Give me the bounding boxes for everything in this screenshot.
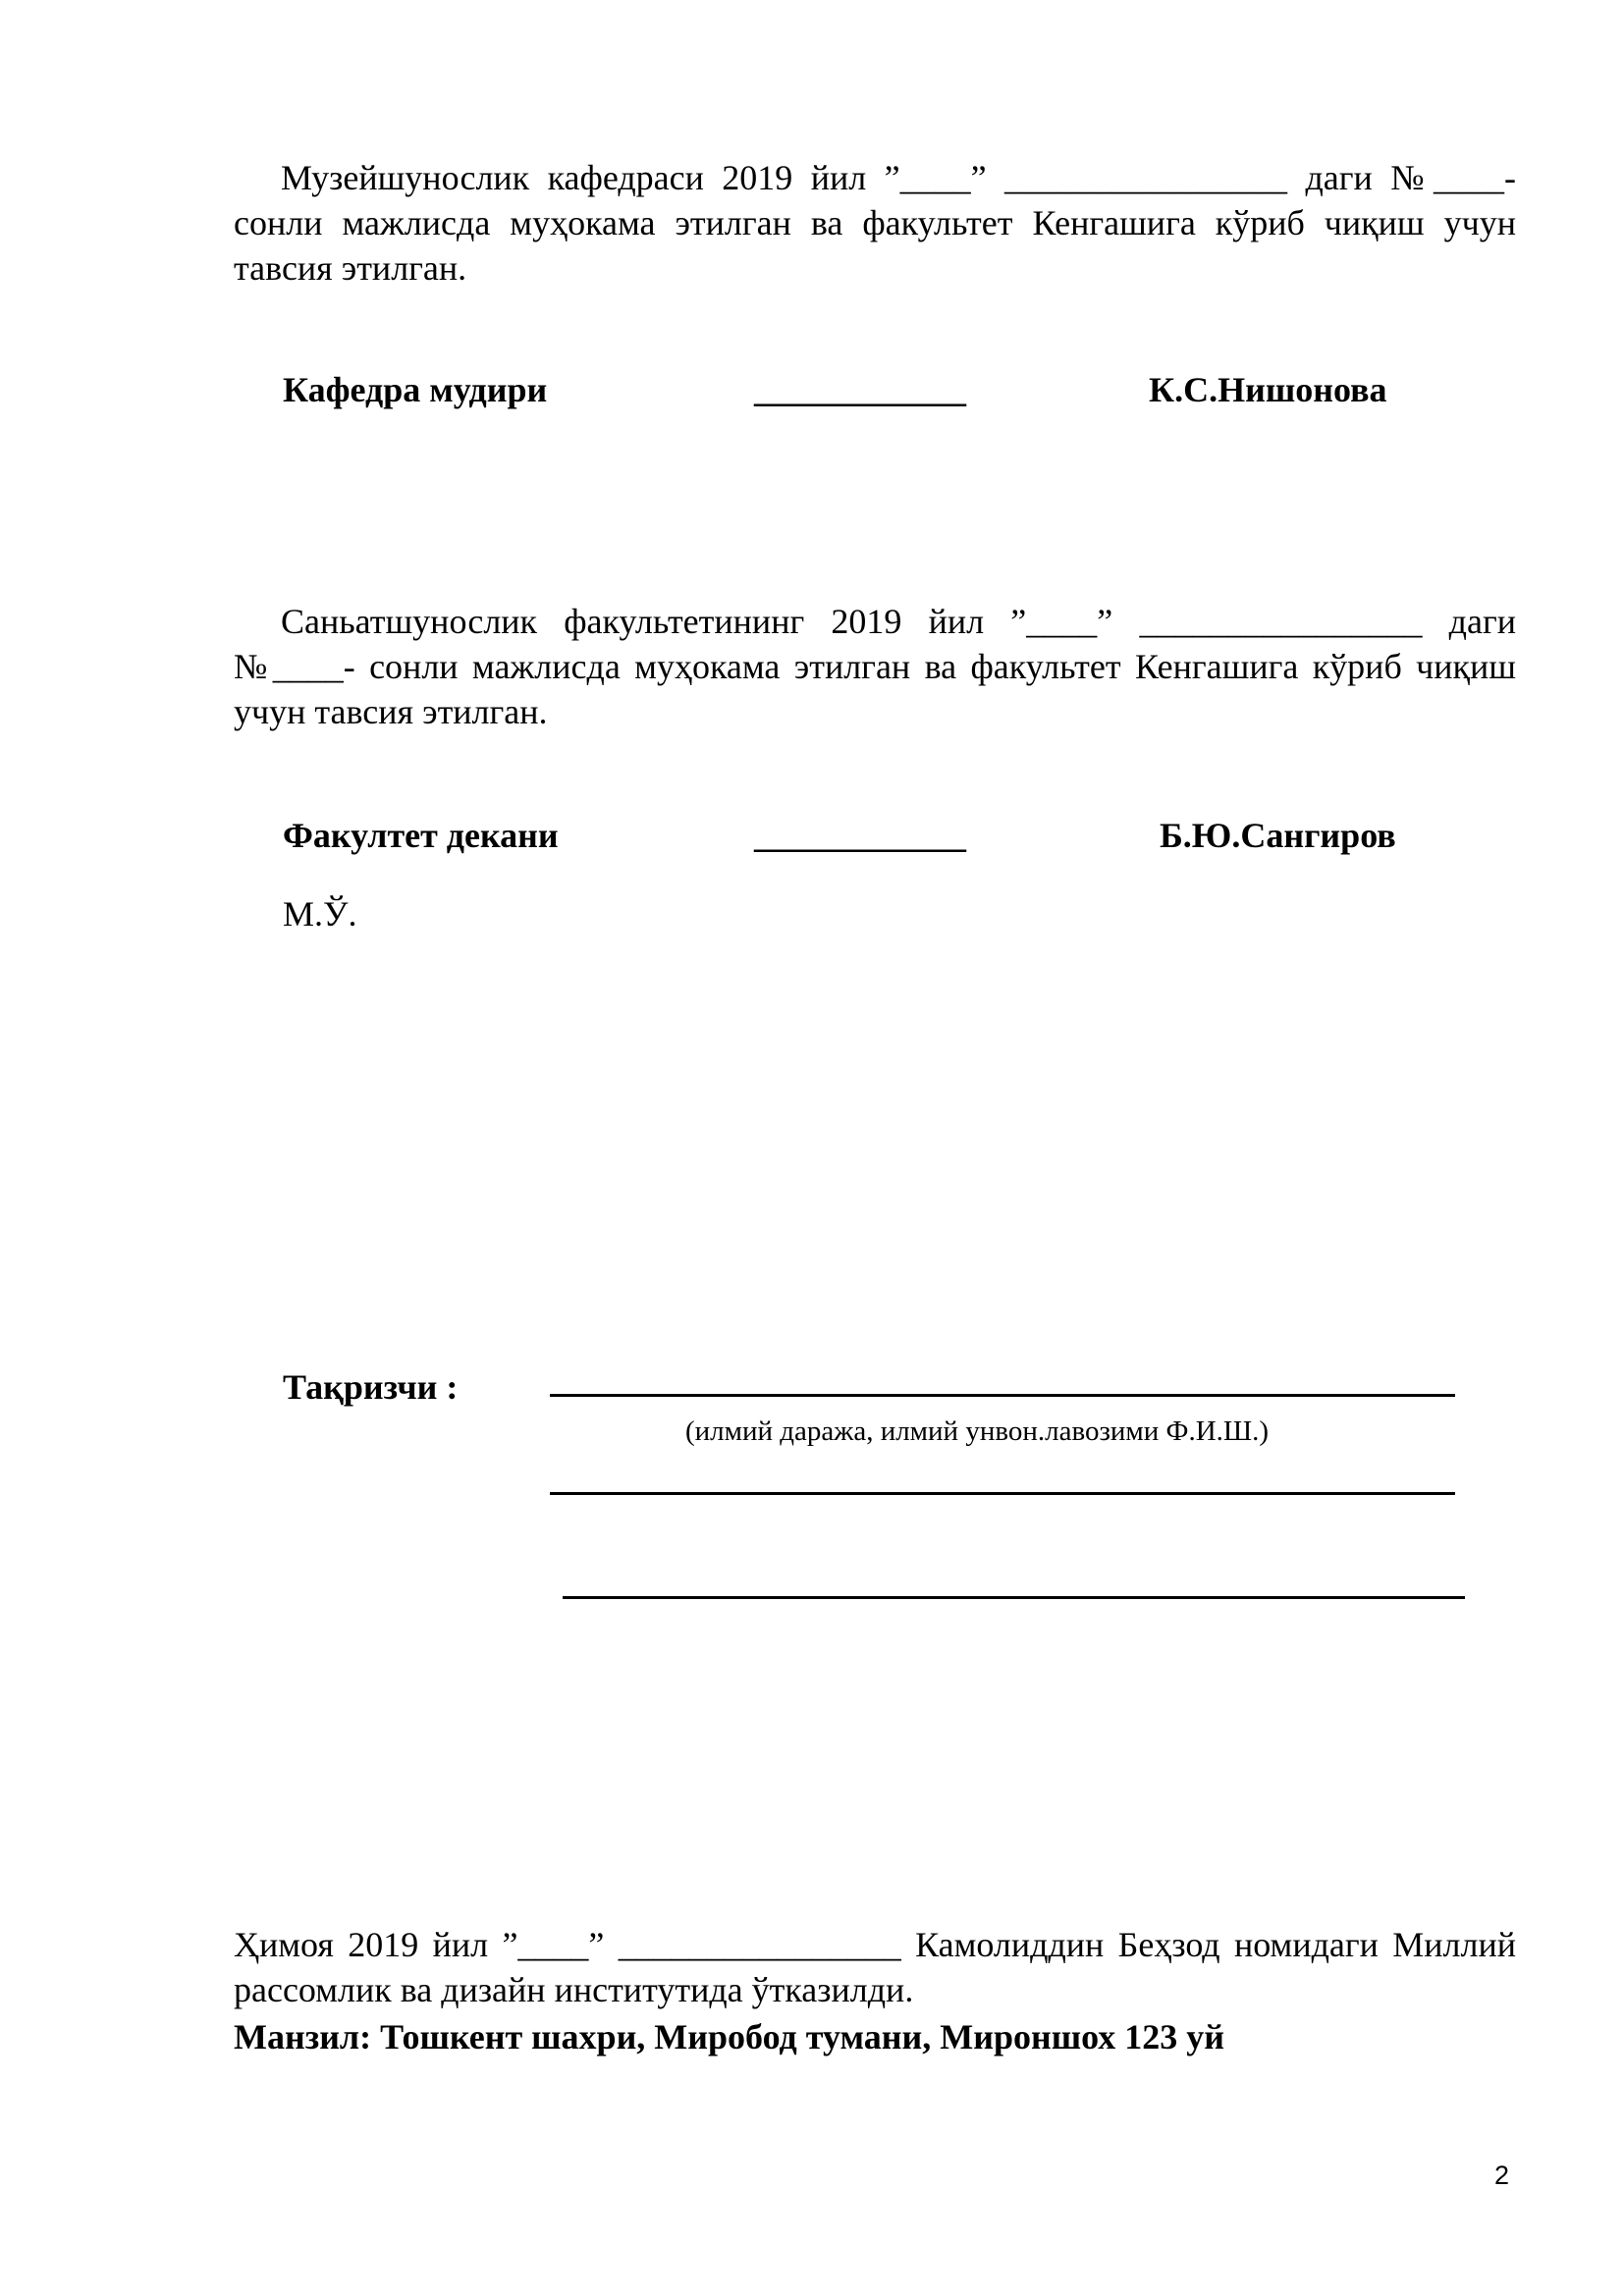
department-head-name: К.С.Нишонова — [1149, 370, 1387, 409]
reviewer-line-2 — [550, 1492, 1455, 1495]
faculty-dean-role: Факултет декани — [283, 816, 559, 855]
faculty-dean-name: Б.Ю.Сангиров — [1160, 816, 1396, 855]
defense-text: Ҳимоя 2019 йил ”____” ________________ Камолиддин Беҳзод номидаги Миллий рассомлик ва дизайн институтида ўтказилди. — [234, 1925, 1516, 2009]
page-number: 2 — [1494, 2161, 1510, 2190]
department-approval-text: Музейшунослик кафедраси 2019 йил ”____” ________________ даги №____- сонли мажлисда муҳокама этилган ва факультет Кенгашига кўриб чиқиш учун тавсия этилган. — [234, 158, 1516, 288]
faculty-signature-row — [283, 813, 1520, 862]
faculty-approval-text: Саньатшунослик факультетининг 2019 йил ”____” ________________ даги №____- сонли мажлисда муҳокама этилган ва факультет Кенгашига кўриб чиқиш учун тавсия этилган. — [234, 602, 1516, 731]
department-signature-row — [283, 367, 1520, 416]
reviewer-line-1 — [550, 1394, 1455, 1397]
stamp-place: М.Ў. — [283, 894, 357, 934]
department-signature-line: ____________ — [754, 370, 966, 409]
reviewer-caption: (илмий даража, илмий унвон.лавозими Ф.И.Ш.) — [685, 1415, 1270, 1447]
defense-address: Манзил: Тошкент шахри, Миробод тумани, Мироншох 123 уй — [234, 2017, 1224, 2056]
department-head-role: Кафедра мудири — [283, 370, 548, 409]
faculty-signature-line: ____________ — [754, 816, 966, 855]
reviewer-label: Тақризчи : — [283, 1367, 459, 1407]
reviewer-line-3 — [563, 1596, 1465, 1599]
